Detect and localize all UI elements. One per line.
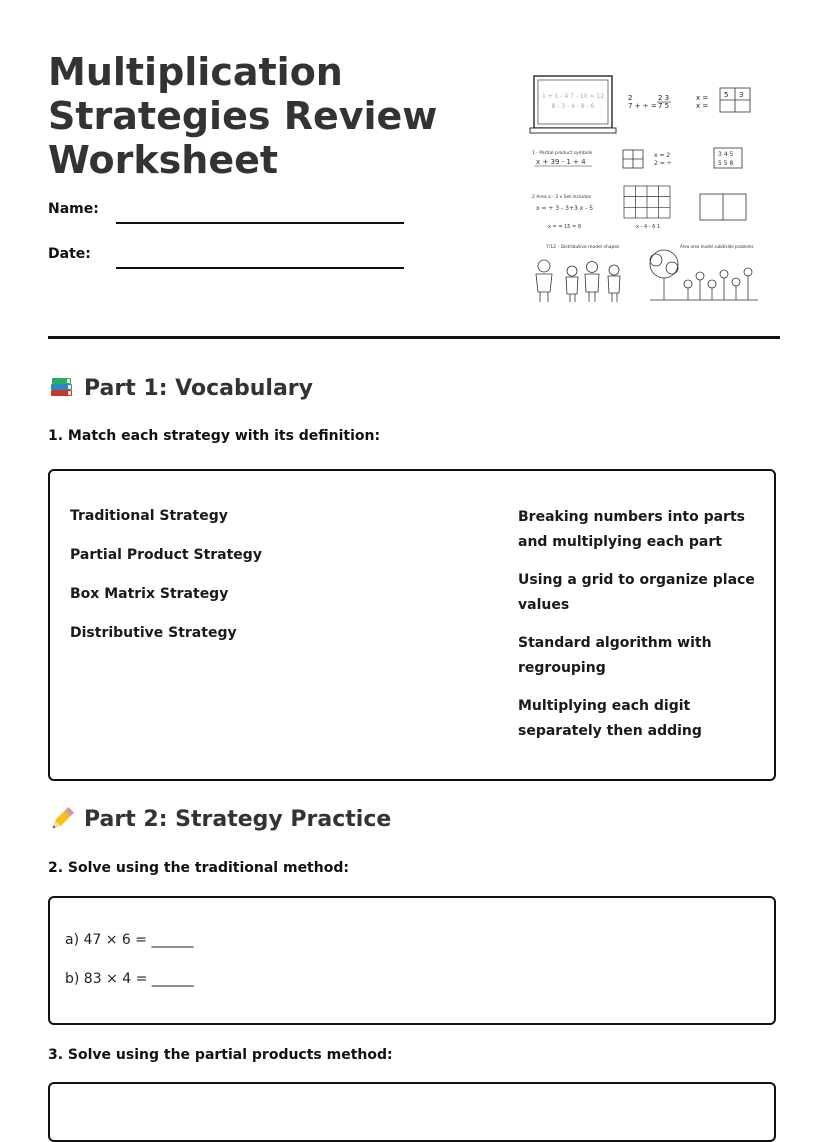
illus-label-2: 2 Area x - 3 x Set includes [532,195,592,200]
svg-text:x + 39 - 1 + 4: x + 39 - 1 + 4 [536,158,586,166]
strategy-item: Traditional Strategy [70,508,228,524]
svg-text:5: 5 [724,91,729,99]
strategies-column [70,505,450,661]
illus-label-3: 7/12 - Distributive model shapes [546,245,620,250]
svg-text:x = + 3 - 3+3 x - 5: x = + 3 - 3+3 x - 5 [536,205,594,212]
part2-heading [48,805,391,833]
strategies-illustration [526,70,766,310]
name-label: Name: [48,201,99,217]
fraction-sketch [628,94,708,110]
strategy-item: Box Matrix Strategy [70,586,229,602]
svg-text:x = 2: x = 2 [654,152,671,159]
grid-sketch-2 [624,186,670,218]
svg-text:5 5 8: 5 5 8 [718,160,734,167]
svg-text:3 4 5: 3 4 5 [718,151,734,158]
date-field [48,246,408,270]
illus-label-1: 1 - Partial product symbols [532,151,593,156]
svg-text:x =: x = [696,102,709,110]
strategy-item: Distributive Strategy [70,625,237,641]
svg-text:7 5: 7 5 [658,102,670,110]
part2-heading-text: Part 2: Strategy Practice [84,806,392,832]
strategy-item: Partial Product Strategy [70,547,262,563]
svg-text:2: 2 [628,94,633,102]
children-icon [536,260,620,302]
definitions-column [518,505,768,757]
definition-item: Using a grid to organize place values [518,572,755,613]
date-label: Date: [48,246,91,262]
definition-item: Multiplying each digit separately then adding [518,698,702,739]
name-line [116,222,404,224]
books-icon [48,374,76,402]
header-divider [48,336,780,339]
definition-item: Breaking numbers into parts and multiplying each part [518,509,745,550]
question-3: 3. Solve using the partial products method: [48,1047,393,1063]
definition-item: Standard algorithm with regrouping [518,635,712,676]
svg-text:2 3: 2 3 [658,94,670,102]
svg-text:7 + ÷ =: 7 + ÷ = [628,102,657,110]
svg-text:x = = 15 = 8: x = = 15 = 8 [548,224,582,230]
question-2: 2. Solve using the traditional method: [48,860,349,876]
name-field [48,201,408,225]
pencil-icon [48,805,76,833]
matching-box [48,469,776,781]
partial-products-box [48,1082,776,1142]
svg-text:x - 4 - 6 1: x - 4 - 6 1 [636,224,661,230]
part1-heading-text: Part 1: Vocabulary [84,375,313,401]
traditional-method-box [48,896,776,1025]
chalkboard-icon [530,76,616,133]
date-line [116,267,404,269]
part1-heading [48,374,313,402]
problem-a: a) 47 × 6 = ______ [65,932,194,948]
problem-b: b) 83 × 4 = ______ [65,971,194,987]
worksheet-title: Multiplication Strategies Review Worksheet [48,50,438,182]
garden-icon [650,250,758,300]
board-line-1: 1 + 1 - 4 7 - 10 = 12 [541,93,605,100]
board-line-2: 8 - 3 - 4 - 8 - 6 [551,103,595,110]
question-1: 1. Match each strategy with its definition: [48,428,381,444]
svg-text:x =: x = [696,94,709,102]
illus-label-4: Area area model subdivide problems [680,244,754,249]
svg-text:2 = ÷: 2 = ÷ [654,160,672,167]
svg-text:3: 3 [739,91,744,99]
